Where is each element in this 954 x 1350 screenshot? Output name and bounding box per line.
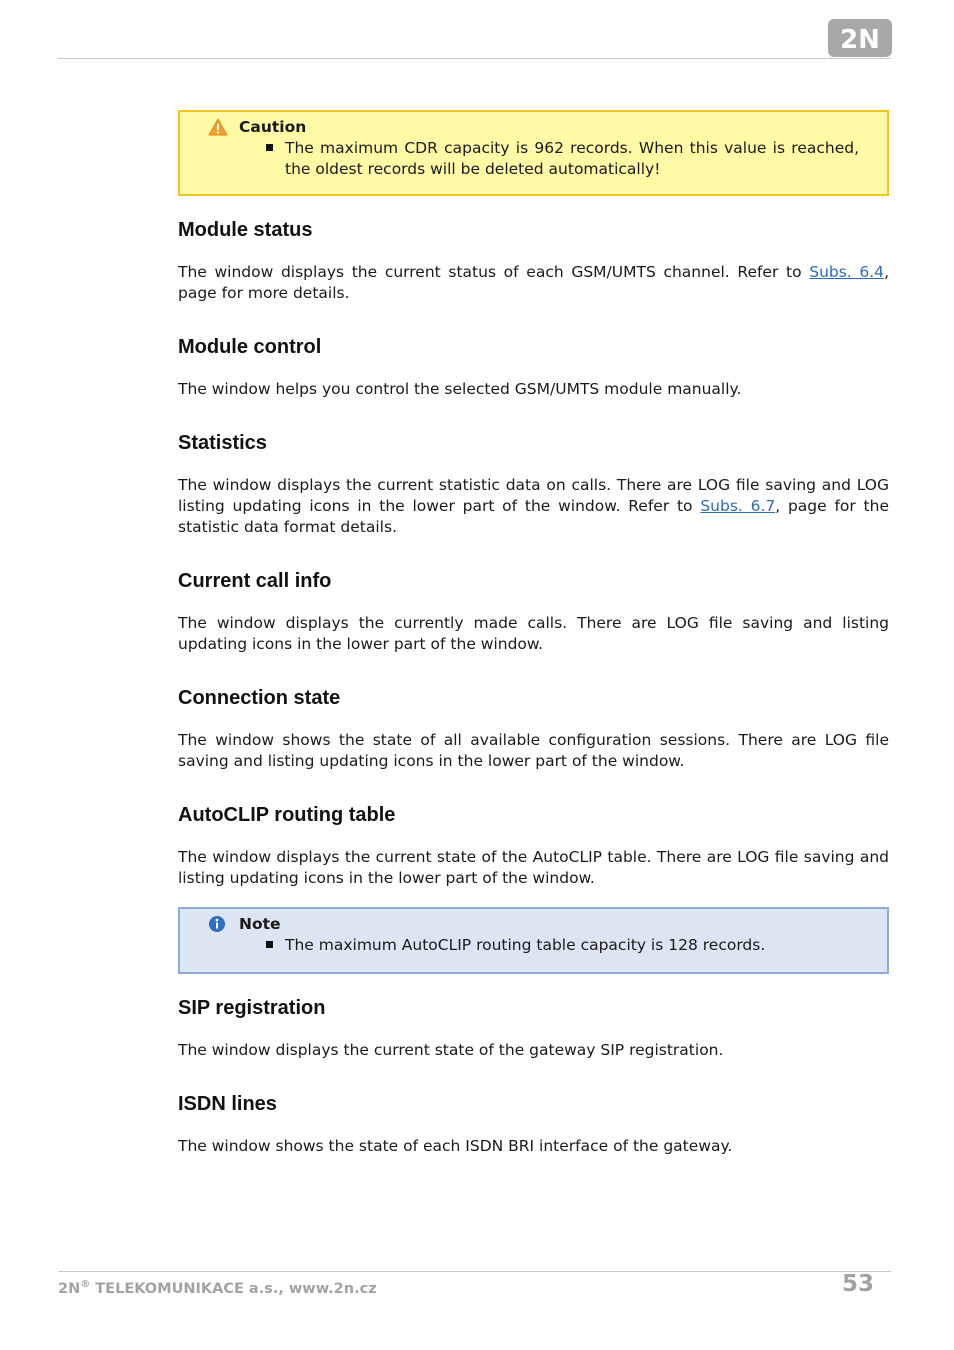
heading-current-call-info: Current call info <box>178 570 332 592</box>
bullet-icon <box>266 144 273 151</box>
footer-rule <box>58 1271 891 1272</box>
text-segment: , page for the statistic data format details. <box>178 497 889 536</box>
header-rule <box>58 58 891 59</box>
text-statistics <box>178 475 889 538</box>
caution-list-item <box>266 138 859 180</box>
page-number: 53 <box>841 1271 874 1297</box>
link-subs-6-7[interactable]: Subs. 6.7 <box>700 497 776 515</box>
text-module-status <box>178 262 889 304</box>
caution-text: The maximum CDR capacity is 962 records. When this value is reached, the oldest records will be deleted automatically! <box>285 139 859 178</box>
caution-title: Caution <box>239 118 307 136</box>
bullet-icon <box>266 941 273 948</box>
footer-company-prefix: 2N <box>58 1280 81 1297</box>
logo-text: 2N <box>840 25 880 55</box>
text-module-control: The window helps you control the selected GSM/UMTS module manually. <box>178 380 742 398</box>
heading-module-status: Module status <box>178 219 313 241</box>
note-title: Note <box>239 915 281 933</box>
heading-statistics: Statistics <box>178 432 267 454</box>
link-subs-6-4[interactable]: Subs. 6.4 <box>809 263 885 281</box>
heading-isdn-lines: ISDN lines <box>178 1093 277 1115</box>
text-autoclip: The window displays the current state of the AutoCLIP table. There are LOG file saving and listing updating icons in the lower part of the window. <box>178 848 889 887</box>
warning-icon <box>208 118 228 136</box>
text-sip-registration: The window displays the current state of the gateway SIP registration. <box>178 1041 724 1059</box>
info-icon <box>208 915 228 933</box>
heading-autoclip: AutoCLIP routing table <box>178 804 396 826</box>
note-box <box>178 907 889 974</box>
heading-sip-registration: SIP registration <box>178 997 326 1019</box>
text-segment: The window displays the current status of each GSM/UMTS channel. Refer to <box>178 263 810 281</box>
text-connection-state: The window shows the state of all available configuration sessions. There are LOG file saving and listing updating icons in the lower part of the window. <box>178 731 889 770</box>
text-segment: The window displays the current statistic data on calls. There are LOG file saving and LOG listing updating icons in the lower part of the window. Refer to <box>178 476 889 515</box>
2n-logo <box>828 19 892 57</box>
page-content <box>178 110 889 1188</box>
note-text: The maximum AutoCLIP routing table capacity is 128 records. <box>285 936 766 954</box>
caution-box <box>178 110 889 196</box>
text-isdn-lines: The window shows the state of each ISDN BRI interface of the gateway. <box>178 1137 733 1155</box>
heading-module-control: Module control <box>178 336 322 358</box>
note-list-item <box>266 935 859 956</box>
registered-mark: ® <box>80 1279 91 1290</box>
text-current-call-info: The window displays the currently made calls. There are LOG file saving and listing updating icons in the lower part of the window. <box>178 614 889 653</box>
text-segment: , page for more details. <box>178 263 889 302</box>
heading-connection-state: Connection state <box>178 687 341 709</box>
footer-company <box>58 1279 377 1297</box>
footer-company-rest: TELEKOMUNIKACE a.s., www.2n.cz <box>90 1280 377 1297</box>
